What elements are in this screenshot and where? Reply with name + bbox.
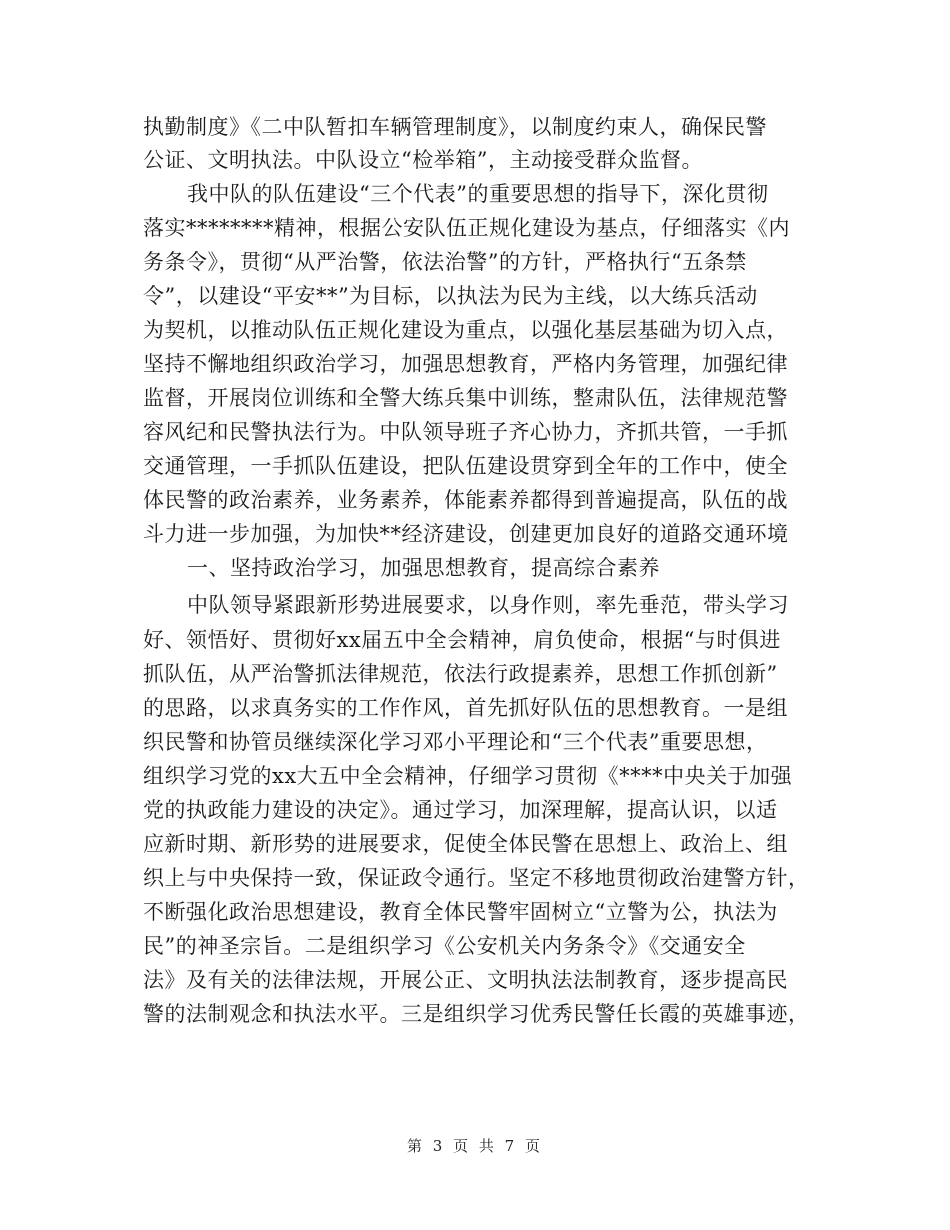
text-line: 公证、文明执法。中队设立“检举箱”，主动接受群众监督。 bbox=[143, 148, 703, 172]
text-line: 落实********精神，根据公安队伍正规化建设为基点，仔细落实《内 bbox=[143, 216, 790, 240]
text-line: 的思路，以求真务实的工作作风，首先抓好队伍的思想教育。一是组 bbox=[143, 696, 788, 720]
page-number-footer: 第 3 页 共 7 页 bbox=[407, 1137, 543, 1155]
paragraph-start-line: 中队领导紧跟新形势进展要求，以身作则，率先垂范，带头学习 bbox=[187, 593, 789, 617]
text-line: 监督，开展岗位训练和全警大练兵集中训练，整肃队伍，法律规范警 bbox=[143, 386, 788, 410]
text-line: 斗力进一步加强，为加快**经济建设，创建更加良好的道路交通环境 bbox=[143, 522, 789, 546]
text-line: 法》及有关的法律法规，开展公正、文明执法法制教育，逐步提高民 bbox=[143, 968, 788, 992]
text-line: 令”，以建设“平安**”为目标，以执法为民为主线，以大练兵活动 bbox=[143, 284, 758, 308]
section-heading: 一、坚持政治学习，加强思想教育，提高综合素养 bbox=[187, 556, 660, 580]
text-line: 织上与中央保持一致，保证政令通行。坚定不移地贯彻政治建警方针， bbox=[143, 866, 810, 890]
text-line: 织民警和协管员继续深化学习邓小平理论和“三个代表”重要思想， bbox=[143, 730, 768, 754]
text-line: 好、领悟好、贯彻好xx届五中全会精神，肩负使命，根据“与时俱进 bbox=[143, 628, 781, 652]
text-line: 交通管理，一手抓队伍建设，把队伍建设贯穿到全年的工作中，使全 bbox=[143, 454, 788, 478]
text-line: 坚持不懈地组织政治学习，加强思想教育，严格内务管理，加强纪律 bbox=[143, 352, 788, 376]
text-line: 体民警的政治素养，业务素养，体能素养都得到普遍提高，队伍的战 bbox=[143, 488, 788, 512]
text-line: 警的法制观念和执法水平。三是组织学习优秀民警任长霞的英雄事迹， bbox=[143, 1002, 810, 1026]
text-line: 执勤制度》《二中队暂扣车辆管理制度》，以制度约束人，确保民警 bbox=[143, 115, 767, 139]
text-line: 不断强化政治思想建设，教育全体民警牢固树立“立警为公，执法为 bbox=[143, 900, 778, 924]
text-line: 组织学习党的xx大五中全会精神，仔细学习贯彻《****中央关于加强 bbox=[143, 764, 793, 788]
text-line: 为契机，以推动队伍正规化建设为重点，以强化基层基础为切入点， bbox=[143, 318, 788, 342]
text-line: 务条令》，贯彻“从严治警，依法治警”的方针，严格执行“五条禁 bbox=[143, 250, 747, 274]
text-line: 抓队伍，从严治警抓法律规范，依法行政提素养，思想工作抓创新” bbox=[143, 662, 778, 686]
text-line: 容风纪和民警执法行为。中队领导班子齐心协力，齐抓共管，一手抓 bbox=[143, 420, 788, 444]
text-line: 党的执政能力建设的决定》。通过学习，加深理解，提高认识，以适 bbox=[143, 798, 778, 822]
text-line: 民”的神圣宗旨。二是组织学习《公安机关内务条令》《交通安全 bbox=[143, 934, 746, 958]
paragraph-start-line: 我中队的队伍建设“三个代表”的重要思想的指导下，深化贯彻 bbox=[187, 182, 769, 206]
text-line: 应新时期、新形势的进展要求，促使全体民警在思想上、政治上、组 bbox=[143, 832, 788, 856]
